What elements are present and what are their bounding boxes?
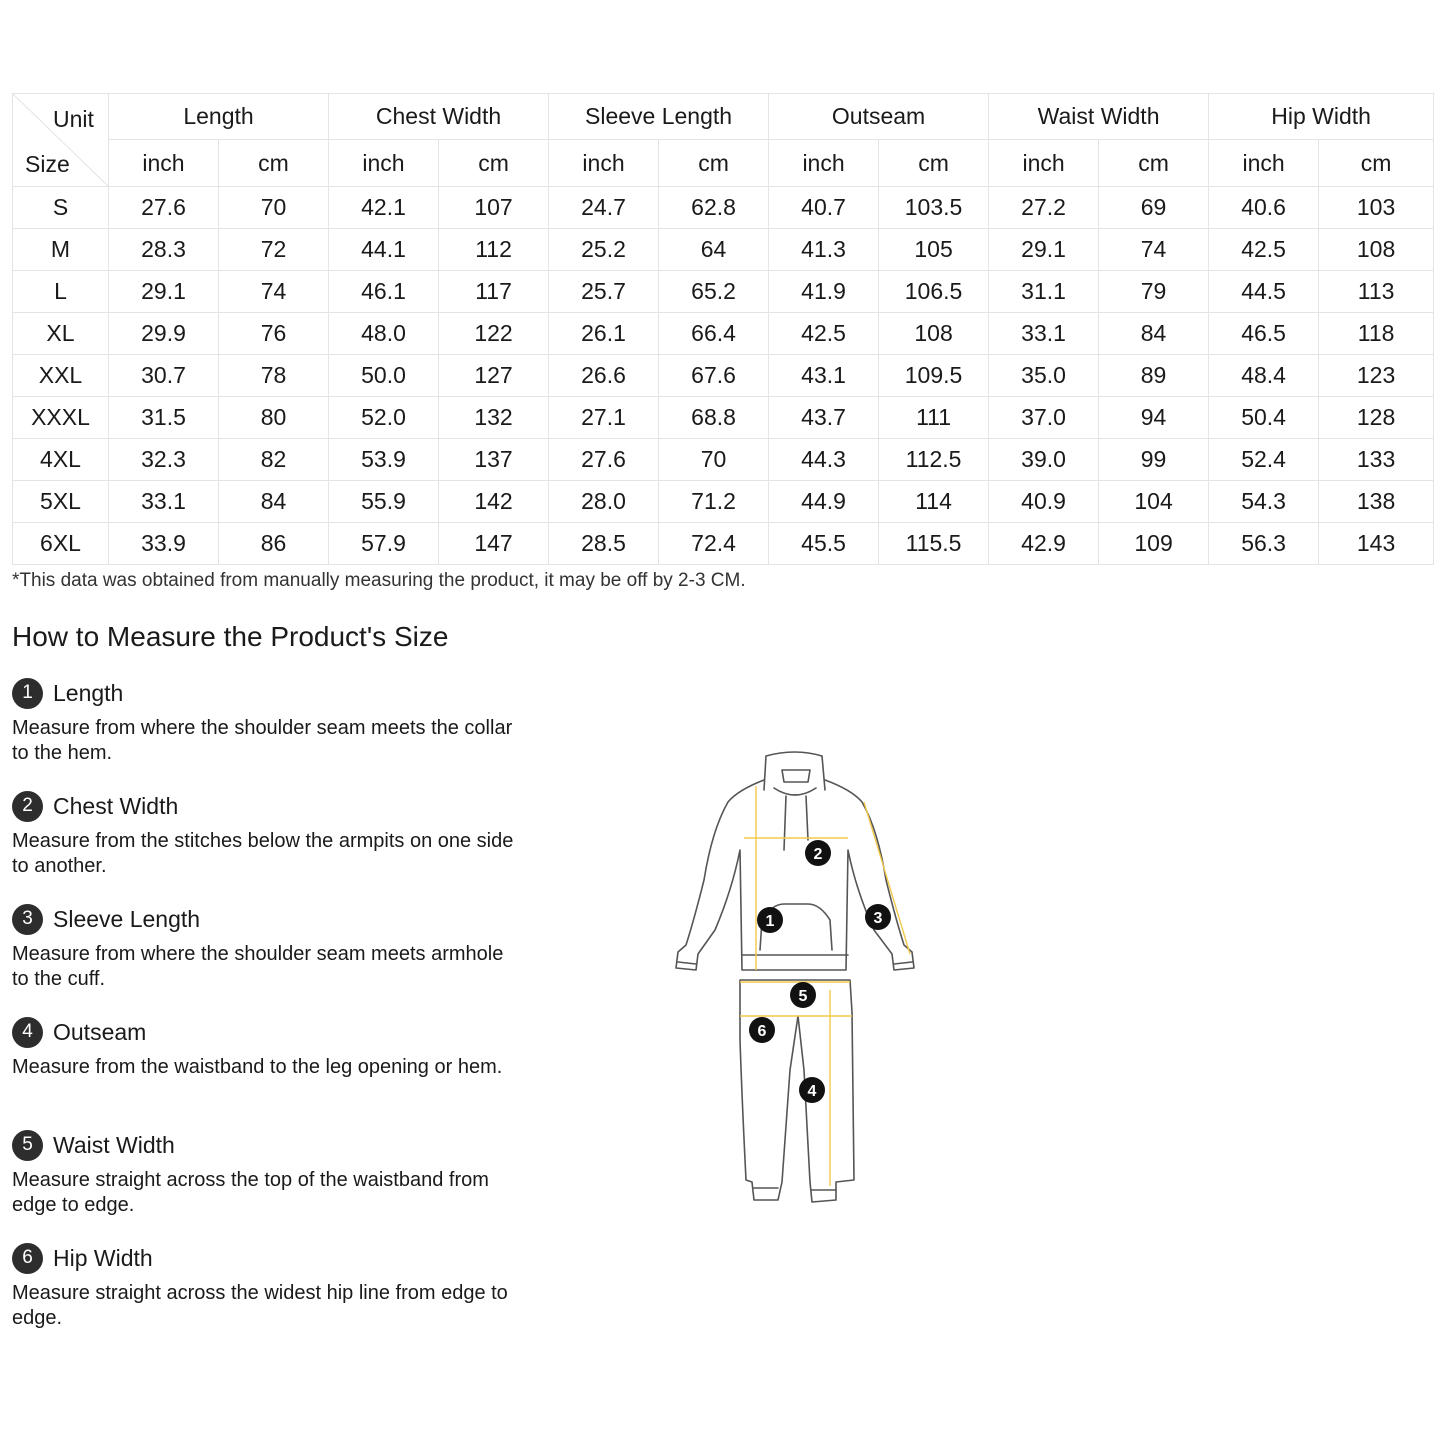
tracksuit-outline [676, 752, 914, 1202]
svg-text:1: 1 [765, 913, 775, 930]
measurement-cell: 113 [1319, 271, 1434, 313]
measurement-cell: 109.5 [879, 355, 989, 397]
measurement-cell: 108 [1319, 229, 1434, 271]
group-header: Length [109, 94, 329, 140]
measurement-cell: 104 [1099, 481, 1209, 523]
measurement-cell: 76 [219, 313, 329, 355]
step-title: Sleeve Length [53, 905, 201, 932]
measurement-cell: 52.0 [329, 397, 439, 439]
unit-header-row [13, 140, 1434, 187]
svg-text:4: 4 [807, 1083, 817, 1100]
measurement-cell: 33.9 [109, 523, 219, 565]
measurement-cell: 29.1 [989, 229, 1099, 271]
measurement-cell: 26.1 [549, 313, 659, 355]
measurement-cell: 44.5 [1209, 271, 1319, 313]
corner-unit-label: Unit [53, 106, 94, 132]
measurement-cell: 26.6 [549, 355, 659, 397]
step-number-badge: 1 [12, 678, 43, 709]
table-row [13, 355, 1434, 397]
marker-5-icon [790, 982, 816, 1008]
measurement-cell: 55.9 [329, 481, 439, 523]
unit-header: inch [989, 140, 1099, 187]
measurement-cell: 56.3 [1209, 523, 1319, 565]
size-label-cell: XL [13, 313, 109, 355]
tracksuit-measurement-diagram [660, 740, 930, 1220]
measurement-cell: 89 [1099, 355, 1209, 397]
step-title: Waist Width [53, 1131, 175, 1158]
measurement-cell: 45.5 [769, 523, 879, 565]
measurement-cell: 46.5 [1209, 313, 1319, 355]
measurement-cell: 48.4 [1209, 355, 1319, 397]
measurement-cell: 27.6 [109, 187, 219, 229]
measurement-cell: 84 [219, 481, 329, 523]
step-number-badge: 2 [12, 791, 43, 822]
unit-header: cm [1099, 140, 1209, 187]
measurement-cell: 53.9 [329, 439, 439, 481]
measurement-cell: 79 [1099, 271, 1209, 313]
table-row [13, 481, 1434, 523]
measurement-cell: 29.9 [109, 313, 219, 355]
measurement-cell: 132 [439, 397, 549, 439]
measurement-cell: 112 [439, 229, 549, 271]
svg-text:3: 3 [873, 910, 883, 927]
size-chart-table [12, 93, 1434, 565]
table-row [13, 313, 1434, 355]
measurement-cell: 115.5 [879, 523, 989, 565]
unit-header: inch [769, 140, 879, 187]
step-number-badge: 6 [12, 1243, 43, 1274]
marker-3-icon [865, 904, 891, 930]
unit-header: inch [1209, 140, 1319, 187]
measurement-cell: 107 [439, 187, 549, 229]
measurement-cell: 109 [1099, 523, 1209, 565]
measurement-cell: 42.5 [1209, 229, 1319, 271]
measurement-cell: 50.4 [1209, 397, 1319, 439]
measurement-cell: 25.2 [549, 229, 659, 271]
unit-header: cm [879, 140, 989, 187]
measurement-cell: 41.3 [769, 229, 879, 271]
measurement-cell: 48.0 [329, 313, 439, 355]
measurement-cell: 42.5 [769, 313, 879, 355]
measurement-cell: 64 [659, 229, 769, 271]
measurement-cell: 28.5 [549, 523, 659, 565]
measurement-cell: 67.6 [659, 355, 769, 397]
measurement-cell: 103 [1319, 187, 1434, 229]
measurement-cell: 65.2 [659, 271, 769, 313]
measurement-cell: 117 [439, 271, 549, 313]
measurement-cell: 30.7 [109, 355, 219, 397]
step-number-badge: 3 [12, 904, 43, 935]
marker-6-icon [749, 1017, 775, 1043]
measurement-cell: 44.1 [329, 229, 439, 271]
measurement-cell: 35.0 [989, 355, 1099, 397]
step-title: Chest Width [53, 792, 179, 819]
measurement-cell: 82 [219, 439, 329, 481]
size-label-cell: M [13, 229, 109, 271]
measurement-cell: 28.3 [109, 229, 219, 271]
measurement-cell: 40.9 [989, 481, 1099, 523]
step-number-badge: 4 [12, 1017, 43, 1048]
table-row [13, 187, 1434, 229]
measurement-cell: 72.4 [659, 523, 769, 565]
measurement-cell: 111 [879, 397, 989, 439]
unit-header: cm [439, 140, 549, 187]
measurement-cell: 29.1 [109, 271, 219, 313]
unit-header: cm [1319, 140, 1434, 187]
measurement-cell: 57.9 [329, 523, 439, 565]
measurement-cell: 33.1 [989, 313, 1099, 355]
measurement-cell: 40.6 [1209, 187, 1319, 229]
step-outseam [12, 1015, 522, 1080]
measurement-cell: 99 [1099, 439, 1209, 481]
measurement-cell: 42.9 [989, 523, 1099, 565]
size-label-cell: S [13, 187, 109, 229]
measurement-note: *This data was obtained from manually measuring the product, it may be off by 2-3 CM. [12, 570, 746, 591]
measurement-cell: 123 [1319, 355, 1434, 397]
measurement-cell: 50.0 [329, 355, 439, 397]
measurement-cell: 37.0 [989, 397, 1099, 439]
measurement-cell: 94 [1099, 397, 1209, 439]
measurement-cell: 68.8 [659, 397, 769, 439]
group-header: Outseam [769, 94, 989, 140]
step-description: Measure straight across the top of the waistband from edge to edge. [12, 1169, 489, 1216]
corner-size-label: Size [25, 151, 70, 177]
measurement-cell: 27.1 [549, 397, 659, 439]
measurement-cell: 128 [1319, 397, 1434, 439]
group-header: Waist Width [989, 94, 1209, 140]
measurement-cell: 80 [219, 397, 329, 439]
measurement-cell: 137 [439, 439, 549, 481]
measurement-cell: 103.5 [879, 187, 989, 229]
measurement-cell: 105 [879, 229, 989, 271]
measurement-cell: 33.1 [109, 481, 219, 523]
measurement-cell: 52.4 [1209, 439, 1319, 481]
measurement-cell: 133 [1319, 439, 1434, 481]
measurement-cell: 46.1 [329, 271, 439, 313]
size-label-cell: 6XL [13, 523, 109, 565]
measurement-cell: 27.6 [549, 439, 659, 481]
measurement-cell: 28.0 [549, 481, 659, 523]
size-label-cell: XXXL [13, 397, 109, 439]
measurement-cell: 41.9 [769, 271, 879, 313]
step-length [12, 676, 522, 766]
measurement-cell: 71.2 [659, 481, 769, 523]
step-description: Measure from where the shoulder seam meets armhole to the cuff. [12, 943, 504, 990]
measurement-cell: 74 [1099, 229, 1209, 271]
measurement-cell: 40.7 [769, 187, 879, 229]
unit-header: cm [219, 140, 329, 187]
measurement-cell: 69 [1099, 187, 1209, 229]
step-chest-width [12, 789, 522, 879]
measurement-cell: 43.1 [769, 355, 879, 397]
measurement-cell: 72 [219, 229, 329, 271]
group-header: Sleeve Length [549, 94, 769, 140]
table-row [13, 229, 1434, 271]
step-hip-width [12, 1241, 522, 1331]
table-row [13, 271, 1434, 313]
measurement-cell: 147 [439, 523, 549, 565]
measurement-cell: 127 [439, 355, 549, 397]
measurement-cell: 74 [219, 271, 329, 313]
measurement-cell: 31.5 [109, 397, 219, 439]
measurement-cell: 70 [659, 439, 769, 481]
table-row [13, 397, 1434, 439]
measurement-cell: 44.9 [769, 481, 879, 523]
measurement-cell: 27.2 [989, 187, 1099, 229]
marker-2-icon [805, 840, 831, 866]
marker-1-icon [757, 907, 783, 933]
size-label-cell: L [13, 271, 109, 313]
measurement-cell: 54.3 [1209, 481, 1319, 523]
measurement-cell: 43.7 [769, 397, 879, 439]
measurement-cell: 32.3 [109, 439, 219, 481]
measurement-cell: 114 [879, 481, 989, 523]
measurement-cell: 112.5 [879, 439, 989, 481]
measurement-cell: 118 [1319, 313, 1434, 355]
measurement-cell: 84 [1099, 313, 1209, 355]
table-row [13, 523, 1434, 565]
table-corner-cell [13, 94, 109, 187]
step-waist-width [12, 1128, 522, 1218]
measurement-cell: 78 [219, 355, 329, 397]
unit-header: inch [329, 140, 439, 187]
unit-header: inch [549, 140, 659, 187]
size-label-cell: XXL [13, 355, 109, 397]
marker-4-icon [799, 1077, 825, 1103]
measurement-cell: 86 [219, 523, 329, 565]
step-number-badge: 5 [12, 1130, 43, 1161]
step-description: Measure from the waistband to the leg opening or hem. [12, 1056, 503, 1078]
group-header: Chest Width [329, 94, 549, 140]
measurement-cell: 142 [439, 481, 549, 523]
measurement-cell: 138 [1319, 481, 1434, 523]
measurement-cell: 122 [439, 313, 549, 355]
unit-header: cm [659, 140, 769, 187]
measurement-cell: 25.7 [549, 271, 659, 313]
svg-text:2: 2 [813, 846, 823, 863]
measurement-cell: 42.1 [329, 187, 439, 229]
section-title: How to Measure the Product's Size [12, 621, 449, 652]
step-title: Outseam [53, 1018, 147, 1045]
step-description: Measure from the stitches below the armpits on one side to another. [12, 830, 514, 877]
step-sleeve-length [12, 902, 522, 992]
step-description: Measure from where the shoulder seam meets the collar to the hem. [12, 717, 513, 764]
step-title: Length [53, 679, 124, 706]
unit-header: inch [109, 140, 219, 187]
svg-text:5: 5 [798, 988, 808, 1005]
measurement-cell: 62.8 [659, 187, 769, 229]
table-row [13, 439, 1434, 481]
measurement-cell: 44.3 [769, 439, 879, 481]
measurement-cell: 66.4 [659, 313, 769, 355]
measurement-cell: 39.0 [989, 439, 1099, 481]
step-title: Hip Width [53, 1244, 153, 1271]
measurement-cell: 24.7 [549, 187, 659, 229]
svg-text:6: 6 [757, 1023, 767, 1040]
step-description: Measure straight across the widest hip line from edge to edge. [12, 1282, 508, 1329]
measurement-cell: 31.1 [989, 271, 1099, 313]
group-header: Hip Width [1209, 94, 1434, 140]
measurement-cell: 143 [1319, 523, 1434, 565]
measurement-cell: 70 [219, 187, 329, 229]
table-header-row [13, 94, 1434, 140]
size-label-cell: 5XL [13, 481, 109, 523]
measurement-cell: 108 [879, 313, 989, 355]
measurement-cell: 106.5 [879, 271, 989, 313]
size-label-cell: 4XL [13, 439, 109, 481]
